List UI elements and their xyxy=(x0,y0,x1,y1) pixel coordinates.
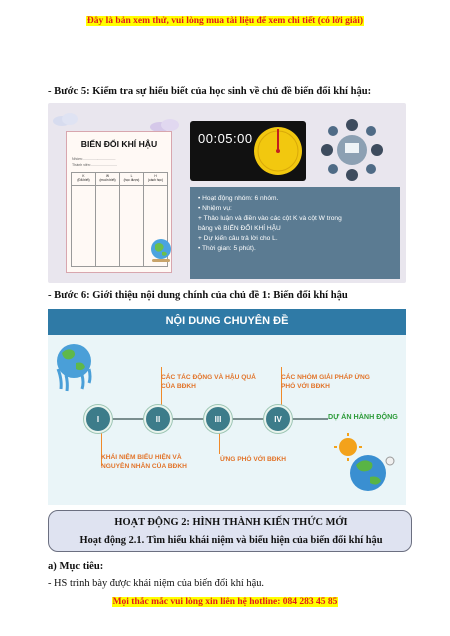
label-line: NGUYÊN NHÂN CỦA BĐKH xyxy=(101,463,187,470)
kwl-column-w xyxy=(96,173,120,266)
label-line: CÁC TÁC ĐỘNG VÀ HẬU QUẢ xyxy=(161,374,256,381)
label-solutions xyxy=(281,373,370,391)
topic-node-4: IV xyxy=(264,405,292,433)
clock-icon xyxy=(252,125,304,177)
kwl-column-letter: H xyxy=(154,174,157,178)
info-line: + Thảo luận và điền vào các cột K và cột W trong xyxy=(198,215,342,222)
info-line: + Dự kiến câu trả lời cho L. xyxy=(198,235,278,242)
topic-node-3: III xyxy=(204,405,232,433)
cloud-icon xyxy=(52,111,82,127)
section-a-heading: a) Mục tiêu: xyxy=(48,561,104,572)
topic-node-2: II xyxy=(144,405,172,433)
label-line: KHÁI NIỆM BIỂU HIỆN VÀ xyxy=(101,454,182,461)
info-line: • Nhiệm vụ: xyxy=(198,205,232,212)
sun-earth-icon xyxy=(330,431,400,497)
timer-value: 00:05:00 xyxy=(198,131,253,146)
label-line: ỨNG PHÓ VỚI BĐKH xyxy=(220,456,287,463)
step5-heading: - Bước 5: Kiểm tra sự hiểu biết của học sinh về chủ đề biến đổi khí hậu: xyxy=(48,86,372,97)
kwl-column-sub: (học được) xyxy=(123,178,140,182)
preview-banner xyxy=(0,16,450,26)
label-line: CỦA BĐKH xyxy=(161,383,196,390)
activity-header-box xyxy=(48,510,412,552)
label-concepts xyxy=(101,453,187,471)
group-discussion-icon xyxy=(318,117,386,183)
section-a-text: - HS trình bày được khái niệm của biến đổi khí hậu. xyxy=(48,578,265,589)
slide-title: NỘI DUNG CHUYÊN ĐỀ xyxy=(165,315,289,327)
task-info-box xyxy=(190,187,400,279)
kwl-column-k xyxy=(72,173,96,266)
info-line: bảng về BIẾN ĐỔI KHÍ HẬU xyxy=(198,225,281,232)
label-impacts xyxy=(161,373,256,391)
step5-slide-image xyxy=(48,103,406,283)
topic-node-1: I xyxy=(84,405,112,433)
melting-earth-icon xyxy=(52,339,96,397)
connector-line xyxy=(219,430,220,454)
kwl-column-sub: (muốn biết) xyxy=(99,178,116,182)
kwl-column-l xyxy=(120,173,144,266)
label-response xyxy=(220,455,286,464)
countdown-timer xyxy=(190,121,306,181)
label-line: CÁC NHÓM GIẢI PHÁP ỨNG xyxy=(281,374,370,381)
activity-title: HOẠT ĐỘNG 2: HÌNH THÀNH KIẾN THỨC MỚI xyxy=(114,517,348,528)
activity-subtitle: Hoạt động 2.1. Tìm hiểu khái niệm và biểu hiện của biến đổi khí hậu xyxy=(79,535,383,546)
hotline-banner-text: Mọi thắc mắc vui lòng xin liên hệ hotline: 084 283 45 85 xyxy=(112,597,338,607)
step6-heading: - Bước 6: Giới thiệu nội dung chính của chủ đề 1: Biến đổi khí hậu xyxy=(48,290,348,301)
kwl-column-letter: W xyxy=(105,174,109,178)
info-line: • Hoạt động nhóm: 6 nhóm. xyxy=(198,195,279,202)
kwl-column-letter: L xyxy=(130,174,133,178)
label-line: PHÓ VỚI BĐKH xyxy=(281,383,330,390)
kwl-title: BIẾN ĐỔI KHÍ HẬU xyxy=(80,139,158,149)
kwl-column-sub: (cách học) xyxy=(148,178,163,182)
label-action-project: DỰ ÁN HÀNH ĐỘNG xyxy=(328,412,398,421)
kwl-group-field: Nhóm:................................. xyxy=(72,157,116,161)
kwl-members-field: Thành viên:.......................... xyxy=(72,163,117,167)
hotline-banner xyxy=(0,597,450,607)
preview-banner-text: Đây là bản xem thử, vui lòng mua tài liệu để xem chi tiết (có lời giải) xyxy=(86,16,364,26)
step6-slide-image xyxy=(48,309,406,505)
kwl-column-letter: K xyxy=(82,174,85,178)
kwl-column-sub: (Đã biết) xyxy=(77,178,90,182)
earth-icon xyxy=(148,235,174,265)
info-line: • Thời gian: 5 phút). xyxy=(198,245,256,252)
